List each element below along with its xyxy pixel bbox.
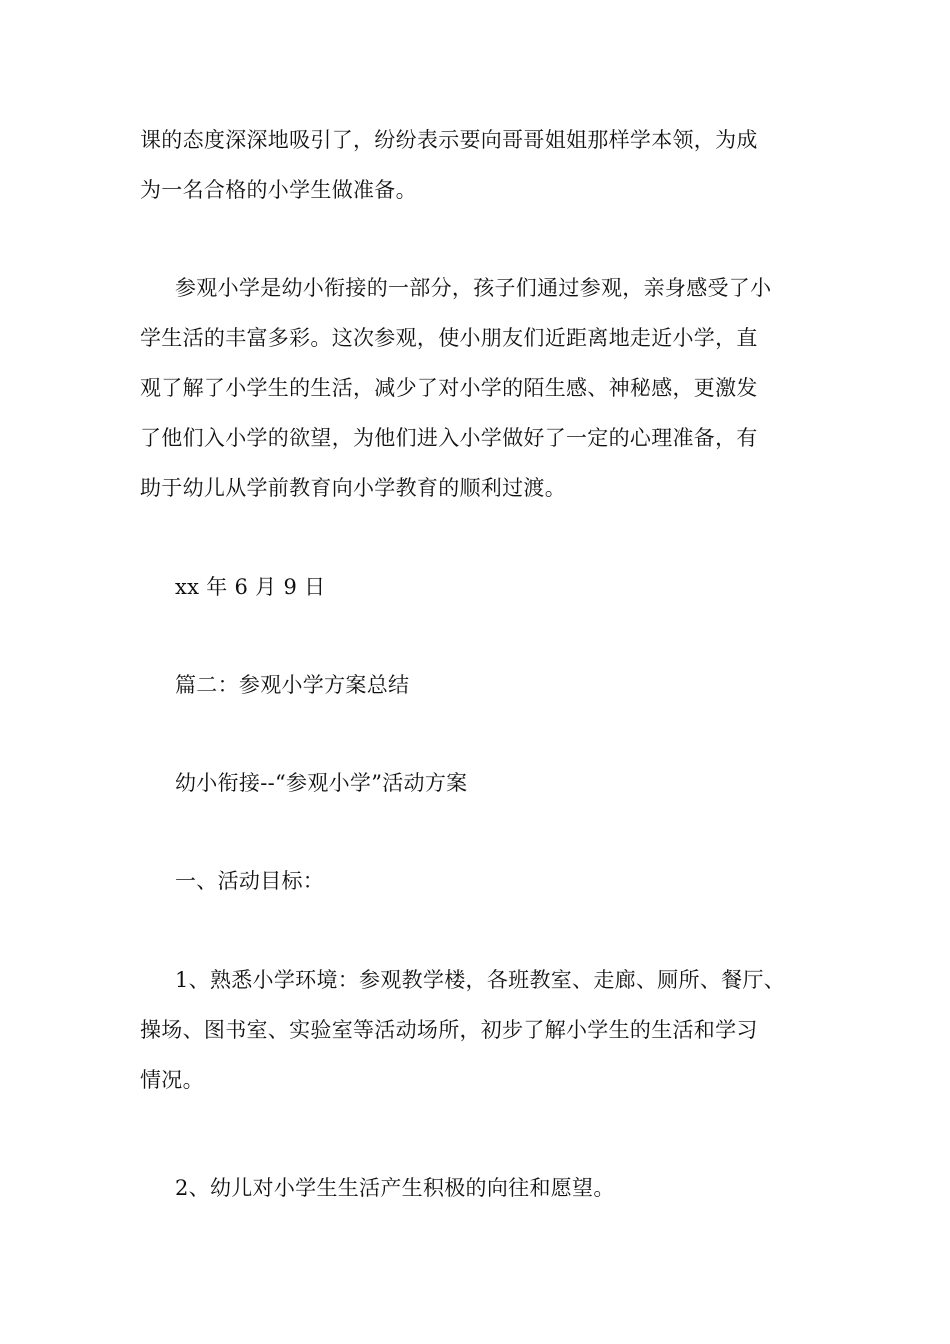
goal-1-line-1: 1、熟悉小学环境：参观教学楼，各班教室、走廊、厕所、餐厅、 — [175, 968, 786, 992]
paragraph-1-line-2: 为一名合格的小学生做准备。 — [140, 178, 417, 202]
paragraph-2-line-4: 了他们入小学的欲望，为他们进入小学做好了一定的心理准备，有 — [140, 426, 758, 450]
plan-title: 幼小衔接--“参观小学”活动方案 — [175, 771, 468, 795]
paragraph-2-line-2: 学生活的丰富多彩。这次参观，使小朋友们近距离地走近小学，直 — [140, 326, 758, 350]
paragraph-2-line-1: 参观小学是幼小衔接的一部分，孩子们通过参观，亲身感受了小 — [175, 276, 772, 300]
goal-2-line: 2、幼儿对小学生生活产生积极的向往和愿望。 — [175, 1176, 615, 1200]
section-title: 篇二：参观小学方案总结 — [175, 673, 410, 697]
goal-1-line-2: 操场、图书室、实验室等活动场所，初步了解小学生的生活和学习 — [140, 1018, 758, 1042]
paragraph-1-line-1: 课的态度深深地吸引了，纷纷表示要向哥哥姐姐那样学本领，为成 — [140, 128, 758, 152]
paragraph-2-line-3: 观了解了小学生的生活，减少了对小学的陌生感、神秘感，更激发 — [140, 376, 758, 400]
paragraph-2-line-5: 助于幼儿从学前教育向小学教育的顺利过渡。 — [140, 476, 566, 500]
date-line: xx 年 6 月 9 日 — [175, 575, 326, 599]
goal-1-line-3: 情况。 — [140, 1068, 204, 1092]
heading-activity-goals: 一、活动目标： — [175, 869, 325, 893]
